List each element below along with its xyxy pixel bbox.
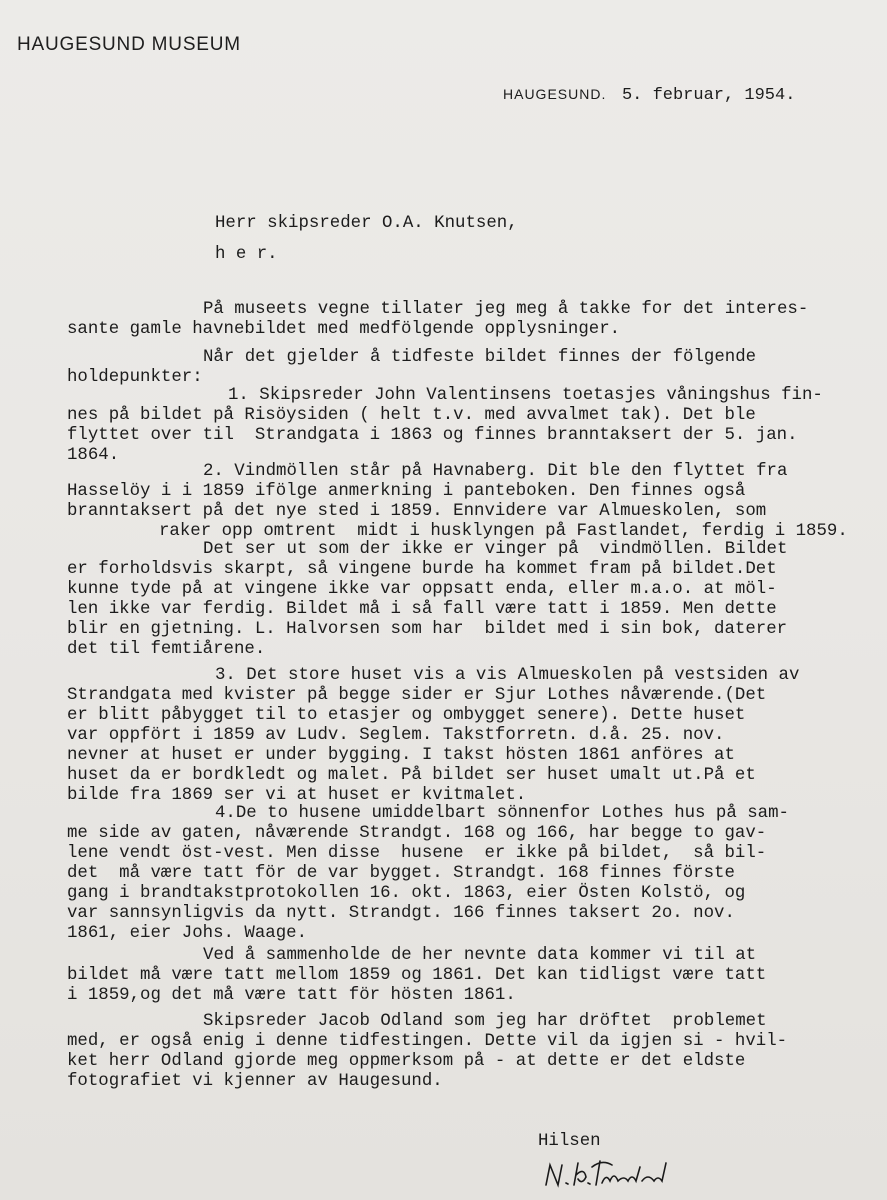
body-line: nes på bildet på Risöysiden ( helt t.v. med avvalmet tak). Det ble xyxy=(67,406,756,425)
body-line: Skipsreder Jacob Odland som jeg har dröftet problemet xyxy=(203,1012,767,1031)
body-line: lene vendt öst-vest. Men disse husene er ikke på bildet, så bil- xyxy=(67,844,767,863)
body-line: det til femtiårene. xyxy=(67,640,266,659)
body-line: var sannsynligvis da nytt. Strandgt. 166 finnes taksert 2o. nov. xyxy=(67,904,735,923)
body-line: me side av gaten, nåværende Strandgt. 168 og 166, har begge to gav- xyxy=(67,824,767,843)
dateline xyxy=(503,86,795,105)
body-line: nevner at huset er under bygging. I takst hösten 1861 anföres at xyxy=(67,746,735,765)
body-line: branntaksert på det nye sted i 1859. Ennvidere var Almueskolen, som xyxy=(67,502,767,521)
body-line: Det ser ut som der ikke er vinger på vindmöllen. Bildet xyxy=(203,540,788,559)
recipient: Herr skipsreder O.A. Knutsen, xyxy=(215,214,518,233)
body-line: det må være tatt för de var bygget. Strandgt. 168 finnes förste xyxy=(67,864,735,883)
body-line: blir en gjetning. L. Halvorsen som har bildet med i sin bok, daterer xyxy=(67,620,788,639)
signature xyxy=(540,1155,690,1195)
body-line: holdepunkter: xyxy=(67,368,203,387)
body-line: 3. Det store huset vis a vis Almueskolen på vestsiden av xyxy=(215,666,800,685)
body-line: gang i brandtakstprotokollen 16. okt. 1863, eier Östen Kolstö, og xyxy=(67,884,746,903)
body-line: var oppfört i 1859 av Ludv. Seglem. Takstforretn. d.å. 25. nov. xyxy=(67,726,725,745)
body-line: 1. Skipsreder John Valentinsens toetasjes våningshus fin- xyxy=(228,386,823,405)
closing: Hilsen xyxy=(538,1132,601,1151)
body-line: Hasselöy i i 1859 ifölge anmerkning i panteboken. Den finnes også xyxy=(67,482,746,501)
body-line: Strandgata med kvister på begge sider er Sjur Lothes nåværende.(Det xyxy=(67,686,767,705)
body-line: bildet må være tatt mellom 1859 og 1861. Det kan tidligst være tatt xyxy=(67,966,767,985)
body-line: sante gamle havnebildet med medfölgende opplysninger. xyxy=(67,320,621,339)
letterhead: HAUGESUND MUSEUM xyxy=(17,34,241,55)
body-line: ket herr Odland gjorde meg oppmerksom på - at dette er det eldste xyxy=(67,1052,746,1071)
body-line: 2. Vindmöllen står på Havnaberg. Dit ble den flyttet fra xyxy=(203,462,788,481)
body-line: 4.De to husene umiddelbart sönnenfor Lothes hus på sam- xyxy=(215,804,789,823)
dateline-place: HAUGESUND. xyxy=(503,86,607,102)
body-line: raker opp omtrent midt i husklyngen på Fastlandet, ferdig i 1859. xyxy=(159,522,848,541)
body-line: Når det gjelder å tidfeste bildet finnes der fölgende xyxy=(203,348,757,367)
body-line: er forholdsvis skarpt, så vingene burde ha kommet fram på bildet.Det xyxy=(67,560,777,579)
body-line: len ikke var ferdig. Bildet må i så fall være tatt i 1859. Men dette xyxy=(67,600,777,619)
body-line: huset da er bordkledt og malet. På bildet ser huset umalt ut.På et xyxy=(67,766,756,785)
body-line: fotografiet vi kjenner av Haugesund. xyxy=(67,1072,443,1091)
dateline-date: 5. februar, 1954. xyxy=(621,86,796,105)
body-line: 1864. xyxy=(67,446,120,465)
body-line: bilde fra 1869 ser vi at huset er kvitmalet. xyxy=(67,786,527,805)
body-line: er blitt påbygget til to etasjer og ombygget senere). Dette huset xyxy=(67,706,746,725)
body-line: med, er også enig i denne tidfestingen. Dette vil da igjen si - hvil- xyxy=(67,1032,788,1051)
recipient-location: h e r. xyxy=(215,245,278,264)
body-line: På museets vegne tillater jeg meg å takke for det interes- xyxy=(203,300,809,319)
body-line: kunne tyde på at vingene ikke var oppsatt enda, eller m.a.o. at möl- xyxy=(67,580,777,599)
body-line: Ved å sammenholde de her nevnte data kommer vi til at xyxy=(203,946,757,965)
body-line: i 1859,og det må være tatt för hösten 1861. xyxy=(67,986,516,1005)
body-line: flyttet over til Strandgata i 1863 og finnes branntaksert der 5. jan. xyxy=(67,426,798,445)
body-line: 1861, eier Johs. Waage. xyxy=(67,924,308,943)
